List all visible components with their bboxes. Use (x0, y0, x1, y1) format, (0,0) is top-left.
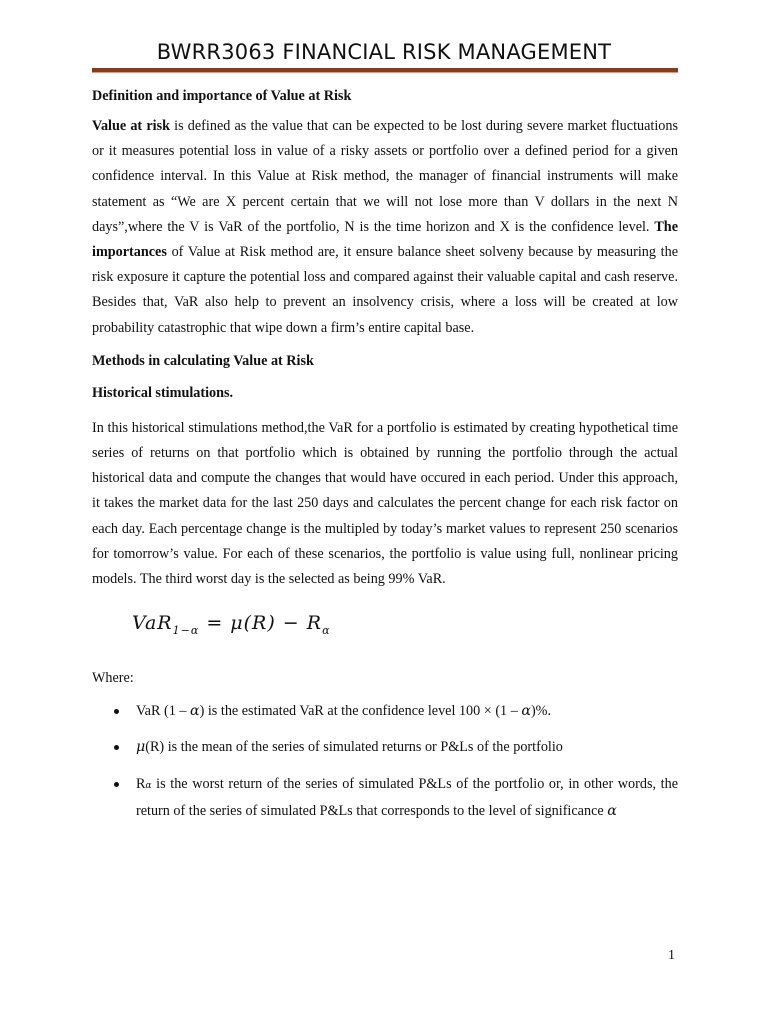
definitions-list (92, 699, 678, 824)
section-heading-methods: Methods in calculating Value at Risk (92, 352, 314, 369)
term-importances: The importances (92, 218, 678, 261)
paragraph-definition (92, 114, 678, 341)
bullet-icon (114, 709, 119, 714)
paragraph-importance-text: of Value at Risk method are, it ensure balance sheet solveny because by measuring the risk exposure it capture the potential loss and compared against their valuable capital and cash reserve. Besides that, VaR also help to prevent an insolvency crisis, where a loss will be created at low probability catastrophic that wipe down a firm’s entire capital base. (92, 244, 678, 336)
list-item: μ(R) is the mean of the series of simulated returns or P&Ls of the portfolio (92, 735, 678, 760)
formula-lhs: VaR (132, 612, 173, 635)
term-value-at-risk: Value at risk (92, 118, 170, 134)
paragraph-historical: In this historical stimulations method,the VaR for a portfolio is estimated by creating hypothetical time series of returns on that portfolio which is obtained by running the portfolio through the actual historical data and compute the changes that would have occured in each period. Under this approach, it takes the market data for the last 250 days and calculates the percent change for each risk factor on each day. Each percentage change is the multipled by today’s market values to represent 250 scenarios for tomorrow’s value. For each of these scenarios, the portfolio is value using full, nonlinear pricing models. The third worst day is the selected as being 99% VaR. (92, 419, 678, 588)
document-body (92, 86, 678, 824)
formula-rhs-subscript: α (322, 624, 331, 638)
bullet-icon (114, 782, 119, 787)
formula-rhs: = μ(R) − R (199, 612, 323, 635)
page-number: 1 (668, 948, 675, 963)
where-label: Where: (92, 670, 134, 687)
header-rule (92, 68, 678, 73)
section-heading-definition: Definition and importance of Value at Risk (92, 88, 352, 104)
list-item: VaR (1 – α) is the estimated VaR at the confidence level 100 × (1 – α)%. (92, 699, 678, 724)
subheading-historical: Historical stimulations. (92, 384, 234, 401)
list-item: Rα is the worst return of the series of simulated P&Ls of the portfolio or, in other words, the return of the series of simulated P&Ls that corresponds to the level of significance α (92, 772, 678, 824)
formula-lhs-subscript: 1−α (172, 624, 200, 638)
page-header-title: BWRR3063 FINANCIAL RISK MANAGEMENT (156, 40, 612, 64)
paragraph-definition-text: is defined as the value that can be expected to be lost during severe market fluctuations or it measures potential loss in value of a risky assets or portfolio over a defined period for a given confidence interval. In this Value at Risk method, the manager of financial instruments will make statement as “We are X percent certain that we will not lose more than V dollars in the next N days”,where the V is VaR of the portfolio, N is the time horizon and X is the confidence level. (92, 118, 678, 235)
bullet-icon (114, 745, 119, 750)
var-formula (132, 608, 678, 646)
